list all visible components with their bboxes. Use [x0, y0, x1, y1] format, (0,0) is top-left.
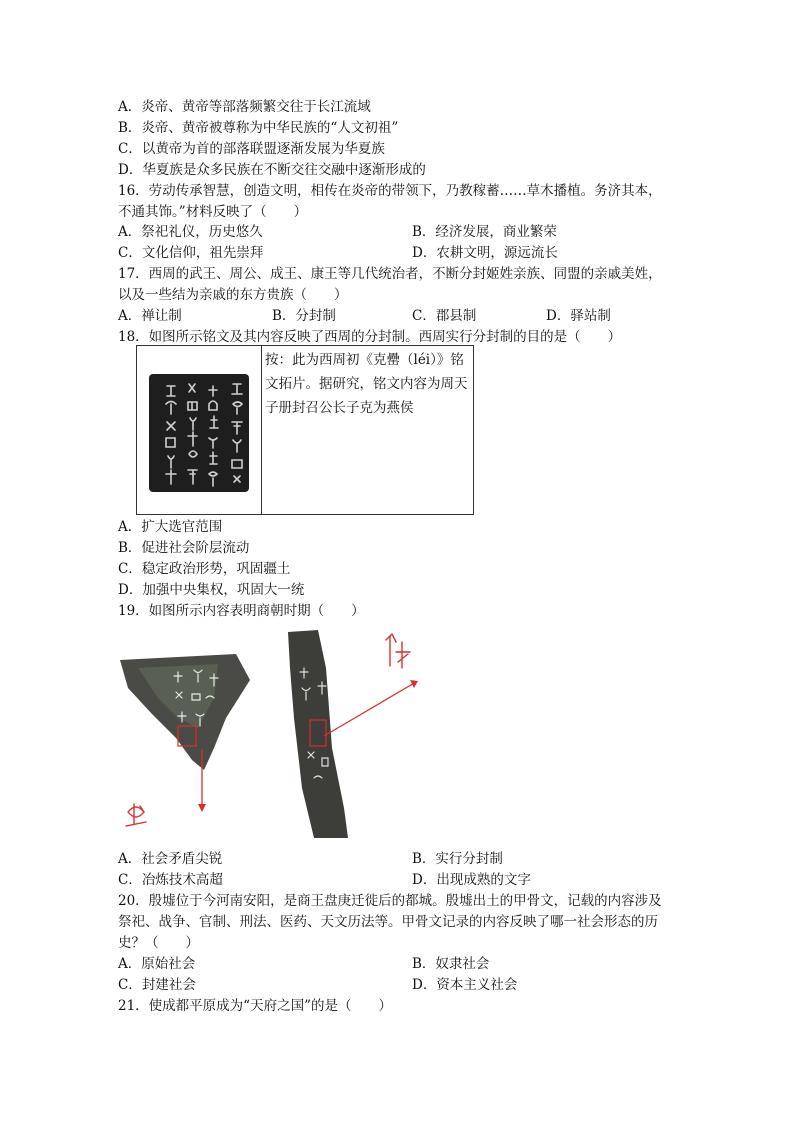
q19-stem: 19．如图所示内容表明商朝时期（ ） [118, 603, 365, 619]
q15-option-b: B．炎帝、黄帝被尊称为中华民族的“人文初祖” [118, 120, 399, 136]
inscription-figure-box [136, 345, 474, 515]
bronze-fragment-image [120, 654, 250, 826]
q20-option-b: B．奴隶社会 [412, 956, 490, 972]
inscription-note: 按：此为西周初《克罍（léi）》铭文拓片。据研究，铭文内容为周天子册封召公长子克为燕侯 [265, 352, 468, 416]
q17-option-a: A．禅让制 [118, 308, 182, 324]
q19-option-c: C．冶炼技术高超 [118, 872, 223, 888]
q17-stem-line2: 以及一些结为亲戚的东方贵族（ ） [118, 287, 348, 303]
q17-option-b: B．分封制 [272, 308, 336, 324]
q20-stem-line2: 祭祀、战争、官制、刑法、医药、天文历法等。甲骨文记录的内容反映了哪一社会形态的历 [118, 914, 658, 930]
oracle-bone-figures [118, 628, 428, 840]
q17-option-c: C．郡县制 [412, 308, 477, 324]
q19-option-b: B．实行分封制 [412, 851, 503, 867]
oracle-bone-image [288, 630, 418, 838]
red-character-traced-2 [386, 634, 410, 668]
q16-option-c: C．文化信仰，祖先崇拜 [118, 245, 264, 261]
q15-option-a: A．炎帝、黄帝等部落频繁交往于长江流域 [118, 99, 371, 115]
q15-option-c: C．以黄帝为首的部落联盟逐渐发展为华夏族 [118, 141, 385, 157]
q18-option-d: D．加强中央集权，巩固大一统 [118, 582, 305, 598]
q16-option-a: A．祭祀礼仪，历史悠久 [118, 224, 263, 240]
q16-option-b: B．经济发展，商业繁荣 [412, 224, 557, 240]
q20-option-d: D．资本主义社会 [412, 977, 518, 993]
q16-stem-line1: 16．劳动传承智慧，创造文明，相传在炎帝的带领下，乃教稼蓄……草木播植。务济其本， [118, 183, 662, 199]
q20-stem-line1: 20．殷墟位于今河南安阳，是商王盘庚迁徙后的都城。殷墟出土的甲骨文，记载的内容涉及 [118, 893, 662, 909]
q16-option-d: D．农耕文明，源远流长 [412, 245, 558, 261]
q19-option-a: A．社会矛盾尖锐 [118, 851, 223, 867]
q16-stem-line2: 不通其饰。”材料反映了（ ） [118, 204, 308, 220]
q18-option-c: C．稳定政治形势，巩固疆土 [118, 561, 291, 577]
q18-option-b: B．促进社会阶层流动 [118, 540, 250, 556]
q19-option-d: D．出现成熟的文字 [412, 872, 531, 888]
figure-divider [261, 346, 262, 514]
bronze-inscription-rubbing [149, 374, 249, 492]
q20-option-c: C．封建社会 [118, 977, 196, 993]
q18-option-a: A．扩大选官范围 [118, 519, 223, 535]
q21-stem: 21．使成都平原成为“天府之国”的是（ ） [118, 998, 392, 1014]
q17-option-d: D．驿站制 [546, 308, 611, 324]
q17-stem-line1: 17．西周的武王、周公、成王、康王等几代统治者，不断分封姬姓亲族、同盟的亲戚美姓， [118, 266, 662, 282]
q18-stem: 18．如图所示铭文及其内容反映了西周的分封制。西周实行分封制的目的是（ ） [118, 329, 622, 345]
red-character-traced [126, 804, 146, 826]
q20-option-a: A．原始社会 [118, 956, 196, 972]
q15-option-d: D．华夏族是众多民族在不断交往交融中逐渐形成的 [118, 162, 426, 178]
q20-stem-line3: 史？（ ） [118, 935, 199, 951]
